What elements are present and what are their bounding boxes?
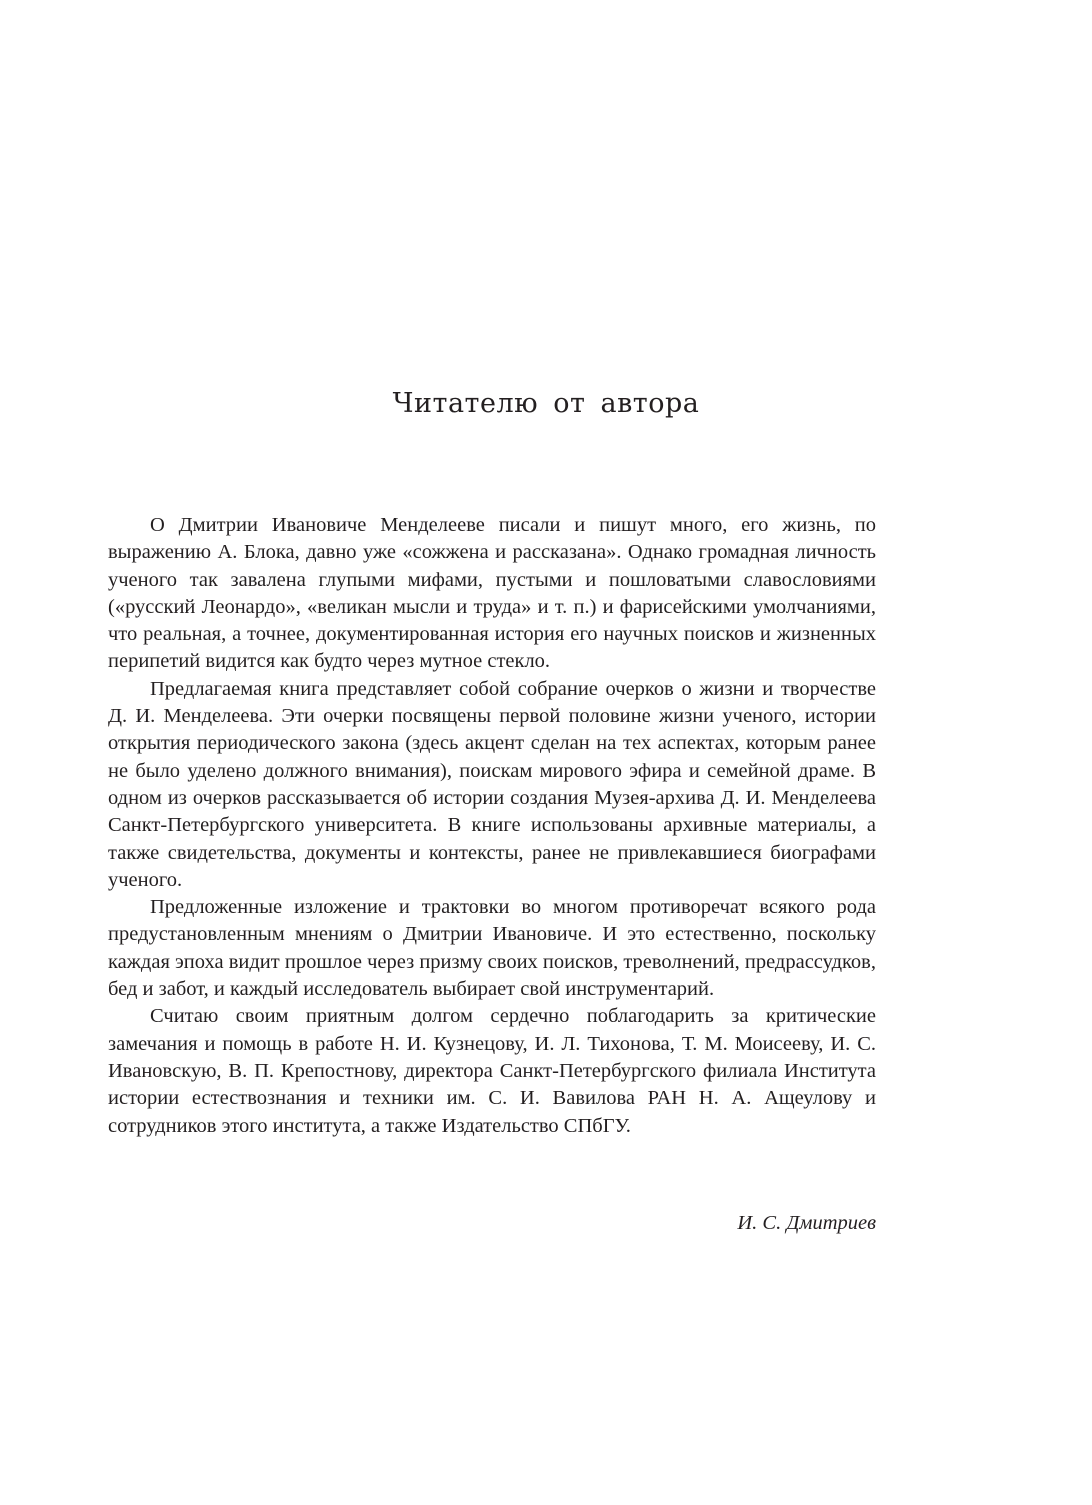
body-text bbox=[108, 512, 876, 1140]
paragraph-3: Предложенные изложение и трактовки во многом противоречат всякого рода предустановленным мнениям о Дмитрии Ивановиче. И это естественно, поскольку каждая эпоха видит прошлое через призму своих поисков, треволнений, предрассудков, бед и забот, и каждый исследователь выбирает свой инструментарий. bbox=[108, 896, 876, 1001]
paragraph-1: О Дмитрии Ивановиче Менделееве писали и пишут много, его жизнь, по выражению А. Блока, давно уже «сожжена и рассказана». Однако громадная личность ученого так завалена глупыми мифами, пустыми и пошловатыми славословиями («русский Леонардо», «великан мысли и труда» и т. п.) и фарисейскими умолчаниями, что реальная, а точнее, документированная история его научных поисков и жизненных перипетий видится как будто через мутное стекло. bbox=[108, 514, 876, 673]
author-signature: И. С. Дмитриев bbox=[737, 1212, 876, 1234]
page-title: Читателю от автора bbox=[392, 388, 700, 419]
paragraph-4: Считаю своим приятным долгом сердечно поблагодарить за критические замечания и помощь в работе Н. И. Кузнецову, И. Л. Тихонова, Т. М. Моисееву, И. С. Ивановскую, В. П. Крепостнову, директора Санкт-Петербургского филиала Института истории естествознания и техники им. С. И. Вавилова РАН Н. А. Ащеулову и сотрудников этого института, а также Издательство СПбГУ. bbox=[108, 1005, 876, 1137]
paragraph-2: Предлагаемая книга представляет собой собрание очерков о жизни и творчестве Д. И. Менделеева. Эти очерки посвящены первой половине жизни ученого, истории открытия периодического закона (здесь акцент сделан на тех аспектах, которым ранее не было уделено должного внимания), поискам мирового эфира и семейной драме. В одном из очерков рассказывается об истории создания Музея-архива Д. И. Менделеева Санкт-Петербургского университета. В книге использованы архивные материалы, а также свидетельства, документы и контексты, ранее не привлекавшиеся биографами ученого. bbox=[108, 677, 876, 891]
